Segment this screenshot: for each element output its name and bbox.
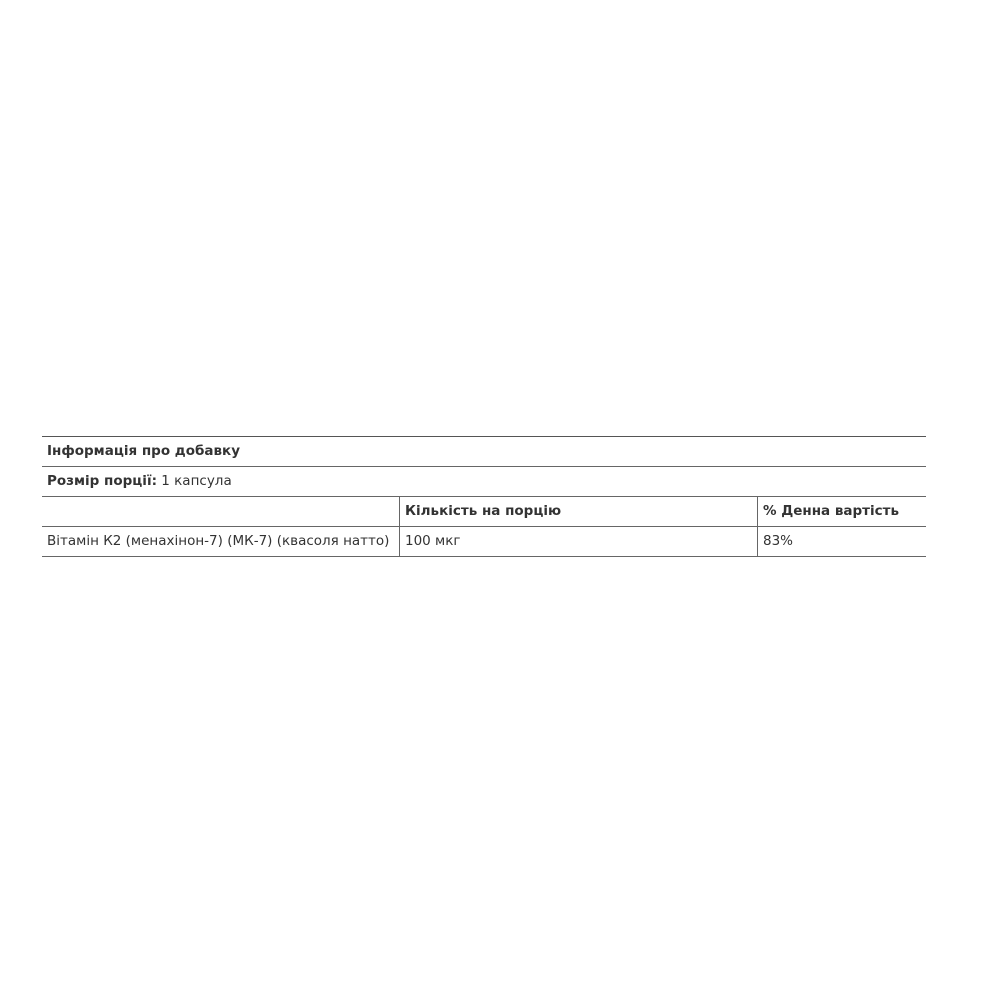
title-row bbox=[42, 436, 926, 466]
header-row bbox=[42, 496, 926, 526]
ingredient-daily-value: 83% bbox=[757, 527, 926, 556]
ingredient-amount: 100 мкг bbox=[399, 527, 757, 556]
header-ingredient bbox=[42, 497, 399, 526]
table-row bbox=[42, 526, 926, 557]
serving-size-cell bbox=[42, 467, 926, 496]
serving-size-label: Розмір порції: bbox=[47, 473, 157, 489]
ingredient-name: Вітамін К2 (менахінон-7) (МК-7) (квасоля натто) bbox=[47, 533, 390, 549]
serving-size-value: 1 капсула bbox=[161, 473, 232, 489]
serving-size-row bbox=[42, 466, 926, 496]
header-amount: Кількість на порцію bbox=[399, 497, 757, 526]
table-title: Інформація про добавку bbox=[47, 443, 241, 459]
header-daily-value: % Денна вартість bbox=[757, 497, 926, 526]
supplement-facts-table bbox=[42, 436, 926, 557]
